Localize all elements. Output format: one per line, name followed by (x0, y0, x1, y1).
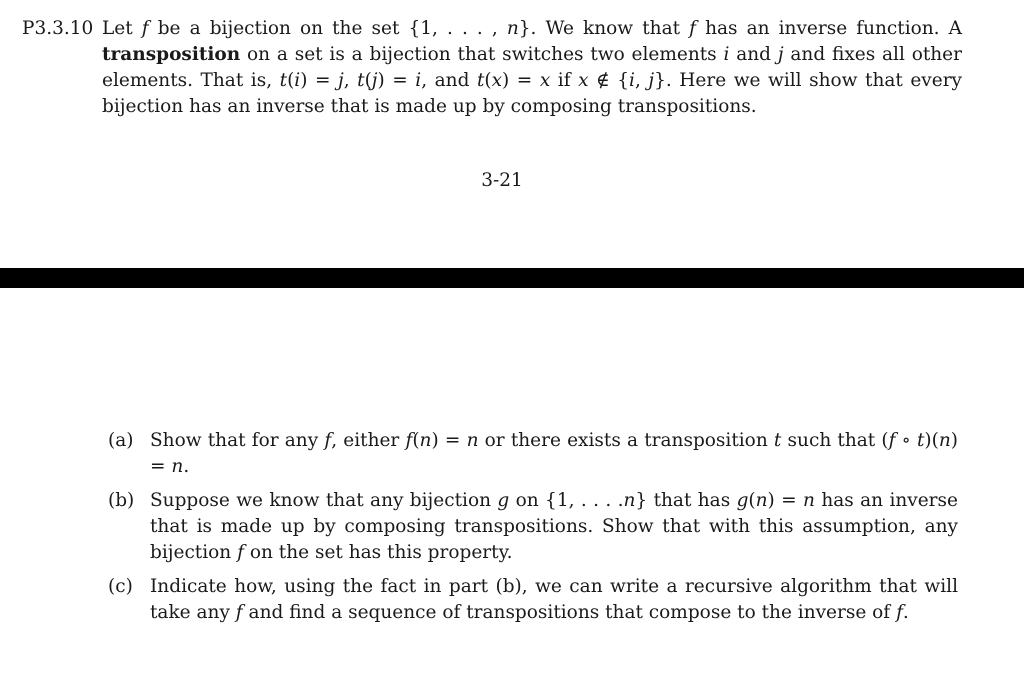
term-transposition: transposition (102, 44, 241, 65)
problem-parts (108, 428, 958, 634)
part-b-label: (b) (108, 490, 135, 511)
problem-statement (22, 16, 962, 120)
part-a: (a) Show that for any f, either f(n) = n or there exists a transposition t such that (f ∘ t)(n) = n. (108, 430, 958, 477)
part-c-label: (c) (108, 576, 133, 597)
problem-number: P3.3.10 (22, 18, 94, 39)
page-number: 3-21 (481, 170, 523, 191)
part-c: (c) Indicate how, using the fact in part (b), we can write a recursive algorithm that will take any f and find a sequence of transpositions that compose to the inverse of f. (108, 576, 958, 623)
part-a-label: (a) (108, 430, 134, 451)
page-divider (0, 268, 1024, 288)
part-b: (b) Suppose we know that any bijection g on {1, . . . .n} that has g(n) = n has an inverse that is made up by composing transpositions. Show that with this assumption, any bijection f on the set has this property. (108, 490, 958, 563)
problem-text: Let f be a bijection on the set {1, . . . , n}. We know that f has an inverse function. A transposition on a set is a bijection that switches two elements i and j and fixes all other elements. That is, t(i) = j, t(j) = i, and t(x) = x if x ∉ {i, j}. Here we will show that every bijection has an inverse that is made up by composing transpositions. (102, 18, 963, 117)
